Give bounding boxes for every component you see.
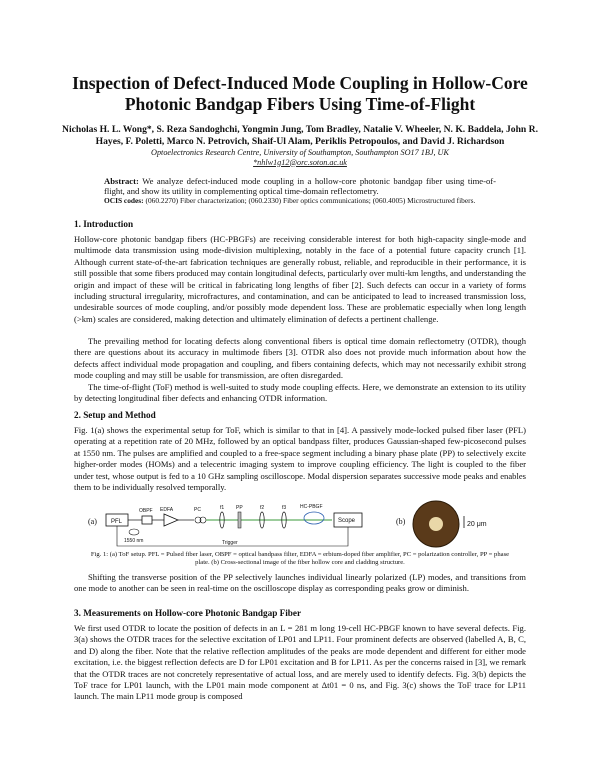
section-heading-setup: 2. Setup and Method	[74, 410, 156, 420]
obpf-label: OBPF	[139, 508, 153, 514]
edfa-triangle	[164, 514, 178, 526]
f2-label: f2	[260, 505, 265, 511]
intro-paragraph-3: The time-of-flight (ToF) method is well-suited to study mode coupling effects. Here, we demonstrate an extension to its utility by detecting longitudinal fiber defects and enhancing OTDR information.	[74, 382, 526, 404]
ocis-codes	[104, 196, 496, 205]
f3-label: f3	[282, 505, 287, 511]
ocis-label: OCIS codes:	[104, 196, 144, 205]
obpf-box	[142, 516, 152, 524]
scale-label: 20 μm	[467, 521, 487, 528]
pp-label: PP	[236, 505, 243, 511]
hcpbgf-coil	[304, 512, 324, 524]
figure-1-caption: Fig. 1: (a) ToF setup. PFL = Pulsed fiber laser, OBPF = optical bandpass filter, EDFA = erbium-doped fiber amplifier, PC = polarization controller, PP = phase plate. (b) Cross-sectional image of the fiber hollow core and cladding structure.	[90, 551, 510, 567]
affiliation-block	[55, 148, 545, 167]
setup-schematic	[102, 500, 402, 550]
pc-label: PC	[194, 507, 201, 513]
author-list: Nicholas H. L. Wong*, S. Reza Sandoghchi, Yongmin Jung, Tom Bradley, Natalie V. Wheeler, N. K. Baddela, John R. Hayes, F. Poletti, Marco N. Petrovich, Shaif-Ul Alam, Periklis Petropoulos, and David J. Richardson	[62, 124, 538, 147]
section-heading-measurements: 3. Measurements on Hollow-core Photonic Bandgap Fiber	[74, 608, 302, 618]
abstract-text: We analyze defect-induced mode coupling in a hollow-core photonic bandgap fiber using time-of-flight, and show its utility in complementing optical time-domain reflectometry.	[104, 176, 496, 196]
figure-label-b: (b)	[396, 517, 406, 526]
hcpbgf-label: HC-PBGF	[300, 504, 323, 510]
figure-label-a: (a)	[88, 517, 97, 526]
pfl-label: PFL	[111, 519, 123, 525]
fiber-cross-section-image	[412, 500, 502, 550]
intro-paragraph-1: Hollow-core photonic bandgap fibers (HC-PBGFs) are receiving considerable interest for both high-capacity single-mode and multimode data transmission using mode-division multiplexing, notably in the face of a potential future capacity crunch [1]. Although current state-of-the-art fabrication techniques are generally robust, reliable, and reproducible in their performance, it is still possible that some fibers produced may contain longitudinal defects, particularly over multi-km lengths, and understanding the origin and impact of these will be critical in fabricating long lengths of fiber [2]. Such defects can occur in a variety of forms including structural irregularity, microfractures, and contamination, and can be anticipated to lead to increased transmission loss, undesirable sources of mode coupling, and/or possibly mode dependent loss. These are problematic especially when long length (>km) scales are considered, making detection and ultimately elimination of defects a pertinent challenge.	[74, 234, 526, 324]
fiber-spool	[129, 529, 139, 535]
paper-title: Inspection of Defect-Induced Mode Coupling in Hollow-Core Photonic Bandgap Fibers Using Time-of-Flight	[72, 73, 528, 114]
setup-paragraph-2: Shifting the transverse position of the PP selectively launches individual linearly polarized (LP) modes, and transitions from one mode to another can be seen in real-time on the oscilloscope display as corresponding peaks grow or diminish.	[74, 572, 526, 594]
f1-label: f1	[220, 505, 225, 511]
phase-plate	[238, 512, 241, 528]
scope-label: Scope	[338, 518, 356, 524]
ocis-text: (060.2270) Fiber characterization; (060.2330) Fiber optics communications; (060.4005) Microstructured fibers.	[145, 196, 476, 205]
fiber-hollow-core	[429, 517, 443, 531]
trigger-label: Trigger	[222, 540, 238, 546]
edfa-label: EDFA	[160, 507, 174, 513]
intro-paragraph-2: The prevailing method for locating defects along conventional fibers is optical time domain reflectometry (OTDR), though there are questions about its accuracy in multimode fibers [3]. OTDR also does not provide much information about how the defects affect individual mode propagation and coupling, and fibers containing defects, which may not necessarily exhibit strong mode coupling and may still be usable for transmission, are often disregarded.	[74, 336, 526, 381]
author-email-link[interactable]: *nhlw1g12@orc.soton.ac.uk	[253, 157, 347, 167]
abstract	[104, 176, 496, 196]
setup-paragraph-1: Fig. 1(a) shows the experimental setup for ToF, which is similar to that in [4]. A passively mode-locked pulsed fiber laser (PFL) operating at a repetition rate of 20 MHz, followed by an optical bandpass filter, produces Gaussian-shaped few-picosecond pulses at 1550 nm. The pulses are amplified and coupled to a free-space segment including a binary phase plate (PP) to selectively excite higher-order modes (HOMs) and a telecentric imaging system to improve coupling efficiency. The light is coupled to the fiber under test, whose output is fed to a 10 GHz sampling oscilloscope. Modal dispersion separates successive mode peaks and enables them to be individually resolved temporally.	[74, 425, 526, 493]
figure-1	[80, 500, 530, 550]
affiliation: Optoelectronics Research Centre, University of Southampton, Southampton SO17 1BJ, UK	[151, 148, 449, 157]
section-heading-introduction: 1. Introduction	[74, 219, 134, 229]
measurement-paragraph-1: We first used OTDR to locate the position of defects in an L = 281 m long 19-cell HC-PBGF known to have several defects. Fig. 3(a) shows the OTDR traces for the selective excitation of LP01 and LP11. Four prominent defects are observed (labelled A, B, C, and D) along the fiber. Note that the relative reflection amplitudes of the peaks are mode dependent and different for either mode excitation, i.e. the biggest reflection defects are D for LP01 excitation and B for LP11. As per the concerns raised in [3], we remark that the OTDR traces are not concretely representative of actual loss, and are merely used to identify defects. Fig. 3(b) depicts the ToF trace for LP01 launch, with the LP01 main mode component at Δt01 = 0 ns, and Fig. 3(c) shows the ToF trace for LP11 launch. The main LP11 mode group is composed	[74, 623, 526, 702]
wavelength-label: 1550 nm	[124, 538, 144, 544]
abstract-label: Abstract:	[104, 176, 139, 186]
